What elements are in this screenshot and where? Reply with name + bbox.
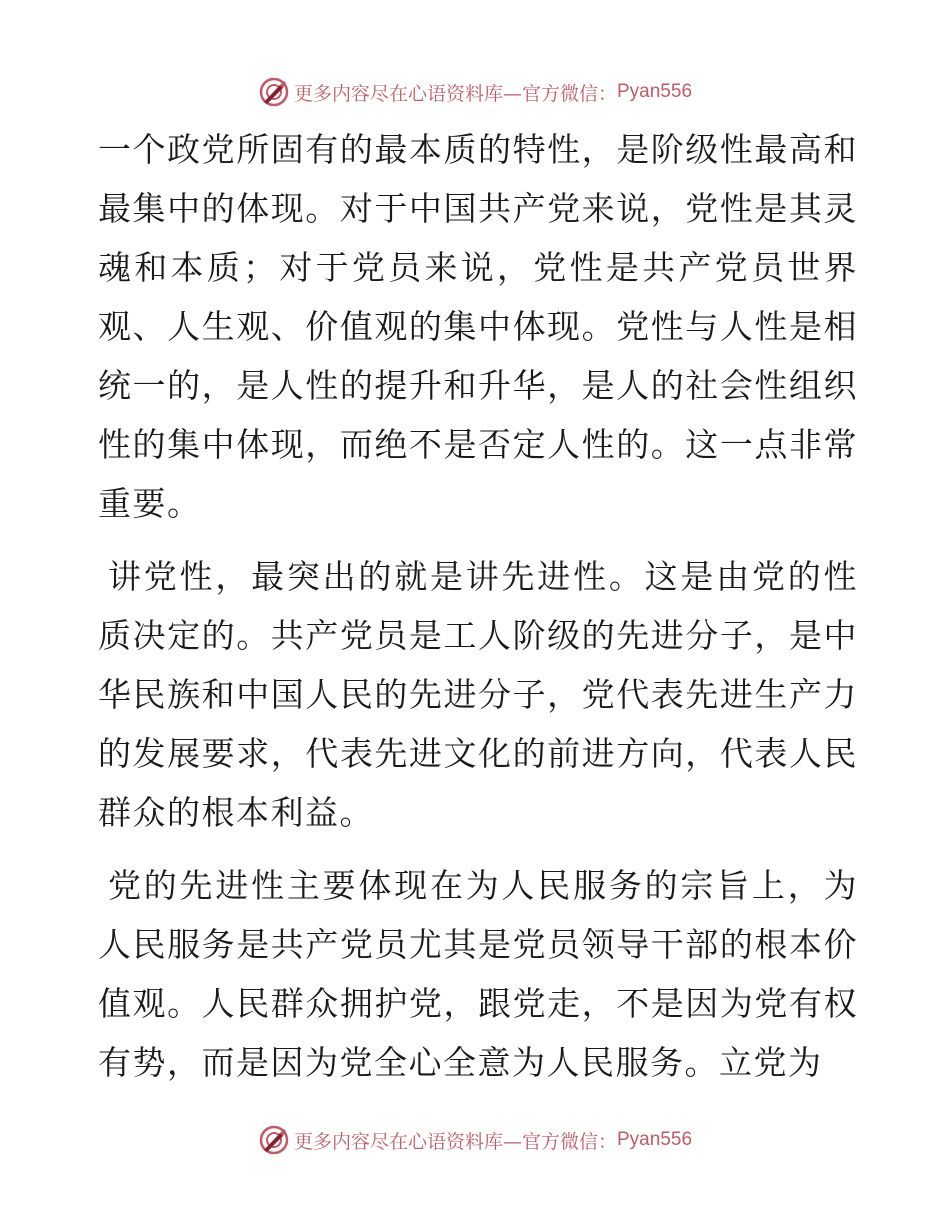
pen-logo-icon <box>258 76 290 108</box>
footer-banner-text: 更多内容尽在心语资料库—官方微信： <box>293 1130 617 1153</box>
header-banner <box>0 72 950 112</box>
header-wechat-id: Pyan556 <box>617 81 693 102</box>
footer-banner <box>0 1120 950 1160</box>
paragraph-1: 一个政党所固有的最本质的特性，是阶级性最高和最集中的体现。对于中国共产党来说，党性是其灵魂和本质；对于党员来说，党性是共产党员世界观、人生观、价值观的集中体现。党性与人性是相统一的，是人性的提升和升华，是人的社会性组织性的集中体现，而绝不是否定人性的。这一点非常重要。 <box>98 130 858 523</box>
paragraph-2: 讲党性，最突出的就是讲先进性。这是由党的性质决定的。共产党员是工人阶级的先进分子，是中华民族和中国人民的先进分子，党代表先进生产力的发展要求，代表先进文化的前进方向，代表人民群众的根本利益。 <box>98 557 858 832</box>
pen-logo-icon <box>258 1124 290 1156</box>
header-banner-text: 更多内容尽在心语资料库—官方微信： <box>293 82 617 105</box>
footer-wechat-id: Pyan556 <box>617 1129 693 1150</box>
document-body <box>98 120 858 1106</box>
paragraph-3: 党的先进性主要体现在为人民服务的宗旨上，为人民服务是共产党员尤其是党员领导干部的根本价值观。人民群众拥护党，跟党走，不是因为党有权有势，而是因为党全心全意为人民服务。立党为 <box>98 866 858 1082</box>
